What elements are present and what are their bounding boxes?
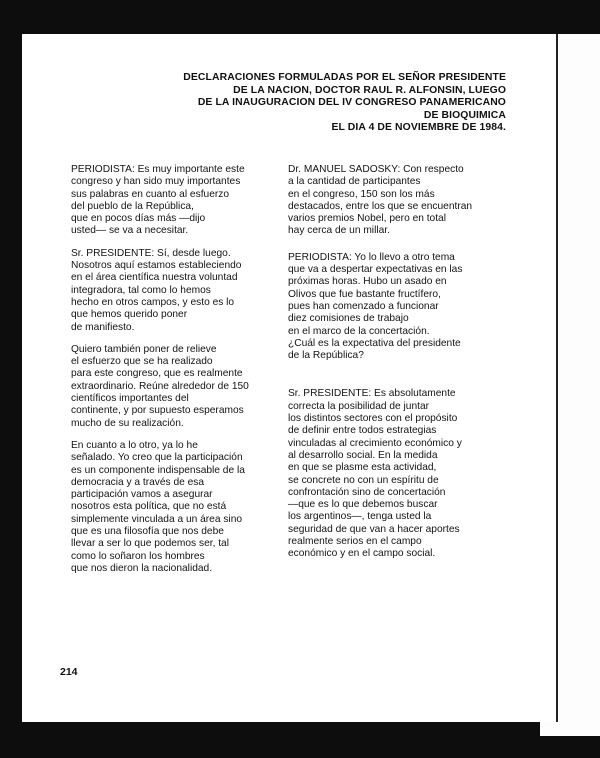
text-line: como lo soñaron los hombres [71,550,205,562]
text-line: del pueblo de la República, [71,200,194,212]
text-line: PERIODISTA: Yo lo llevo a otro tema [288,251,455,263]
text-line: confrontación sino de concertación [288,486,446,498]
text-line: se concrete no con un espíritu de [288,474,439,486]
text-line: los distintos sectores con el propósito [288,413,458,425]
document-heading [172,72,506,135]
heading-line: EL DIA 4 DE NOVIEMBRE DE 1984. [331,122,506,134]
text-line: que es una filosofía que nos debe [71,526,224,538]
document-page [22,34,556,722]
text-line: pues han comenzado a funcionar [288,300,439,312]
text-line: participación vamos a asegurar [71,489,213,501]
page-number: 214 [60,666,78,678]
text-line: ¿Cuál es la expectativa del presidente [288,337,461,349]
text-line: diez comisiones de trabajo [288,313,409,325]
text-line: que va a despertar expectativas en las [288,264,463,276]
paragraph [288,388,510,560]
text-line: en que se plasme esta actividad, [288,462,437,474]
text-line: al desarrollo social. En la medida [288,449,438,461]
text-line: Olivos que fue bastante fructífero, [288,288,441,300]
paragraph [71,440,281,575]
text-line: los argentinos—, tenga usted la [288,511,432,523]
text-line: simplemente vinculada a un área sino [71,513,243,525]
text-line: seguridad de que van a hacer aportes [288,523,460,535]
text-line: Dr. MANUEL SADOSKY: Con respecto [288,164,464,175]
right-column [288,164,510,571]
text-line: hecho en otros campos, y esto es lo [71,296,235,308]
text-line: económico y en el campo social. [288,548,436,560]
text-line: correcta la posibilidad de juntar [288,400,430,412]
text-line: a la cantidad de participantes [288,176,421,188]
scan-border-right [556,34,600,734]
text-line: el esfuerzo que se ha realizado [71,356,213,368]
text-line: señalado. Yo creo que la participación [71,452,243,464]
text-line: congreso y han sido muy importantes [71,176,241,188]
scan-border-left [0,0,22,758]
heading-line: DECLARACIONES FORMULADAS POR EL SEÑOR PRESIDENTE [183,72,506,83]
text-line: sus palabras en cuanto al esfuerzo [71,188,230,200]
text-line: es un componente indispensable de la [71,464,245,476]
heading-line: DE BIOQUIMICA [423,109,506,121]
text-line: hay cerca de un millar. [288,225,390,237]
text-line: usted— se va a necesitar. [71,225,189,237]
text-line: mucho de su realización. [71,417,184,429]
text-line: de definir entre todos estrategias [288,425,437,437]
text-line: que hemos querido poner [71,309,188,321]
text-line: Quiero también poner de relieve [71,343,217,355]
text-line: —que es lo que debemos buscar [288,499,438,511]
text-line: En cuanto a lo otro, ya lo he [71,439,198,451]
text-line: de la República? [288,350,364,362]
text-line: vinculadas al crecimiento económico y [288,437,462,449]
text-line: Sr. PRESIDENTE: Sí, desde luego. [71,247,231,259]
text-line: varios premios Nobel, pero en total [288,213,446,225]
text-line: científicos importantes del [71,393,189,405]
text-line: Nosotros aquí estamos estableciendo [71,260,242,272]
heading-line: DE LA NACION, DOCTOR RAUL R. ALFONSIN, LUEGO [233,84,506,96]
text-line: destacados, entre los que se encuentran [288,200,473,212]
text-line: democracia y a través de esa [71,476,205,488]
paragraph [71,344,281,430]
heading-line: DE LA INAUGURACION DEL IV CONGRESO PANAMERICANO [197,97,506,109]
scan-border-top [0,0,600,34]
text-line: próximas horas. Hubo un asado en [288,276,447,288]
scan-border-notch [540,722,600,736]
scan-border-bottom [0,722,600,758]
text-line: realmente serios en el campo [288,536,422,548]
text-line: extraordinario. Reúne alrededor de 150 [71,380,249,392]
text-line: en el marco de la concertación. [288,325,430,337]
paragraph [288,252,510,363]
text-line: en el congreso, 150 son los más [288,188,435,200]
text-line: que en pocos días más —dijo [71,213,206,225]
text-line: de manifiesto. [71,321,135,333]
text-line: que nos dieron la nacionalidad. [71,562,213,574]
text-line: nosotros esta política, que no está [71,501,227,513]
text-line: integradora, tal como lo hemos [71,284,211,296]
text-line: continente, y por supuesto esperamos [71,405,244,417]
text-line: PERIODISTA: Es muy importante este [71,164,245,175]
text-line: Sr. PRESIDENTE: Es absolutamente [288,388,456,400]
text-line: para este congreso, que es realmente [71,368,243,380]
text-line: llevar a ser lo que podemos ser, tal [71,538,229,550]
paragraph [288,164,510,238]
paragraph [71,248,281,334]
paragraph [71,164,281,238]
text-line: en el área científica nuestra voluntad [71,272,238,284]
left-column [71,164,281,585]
